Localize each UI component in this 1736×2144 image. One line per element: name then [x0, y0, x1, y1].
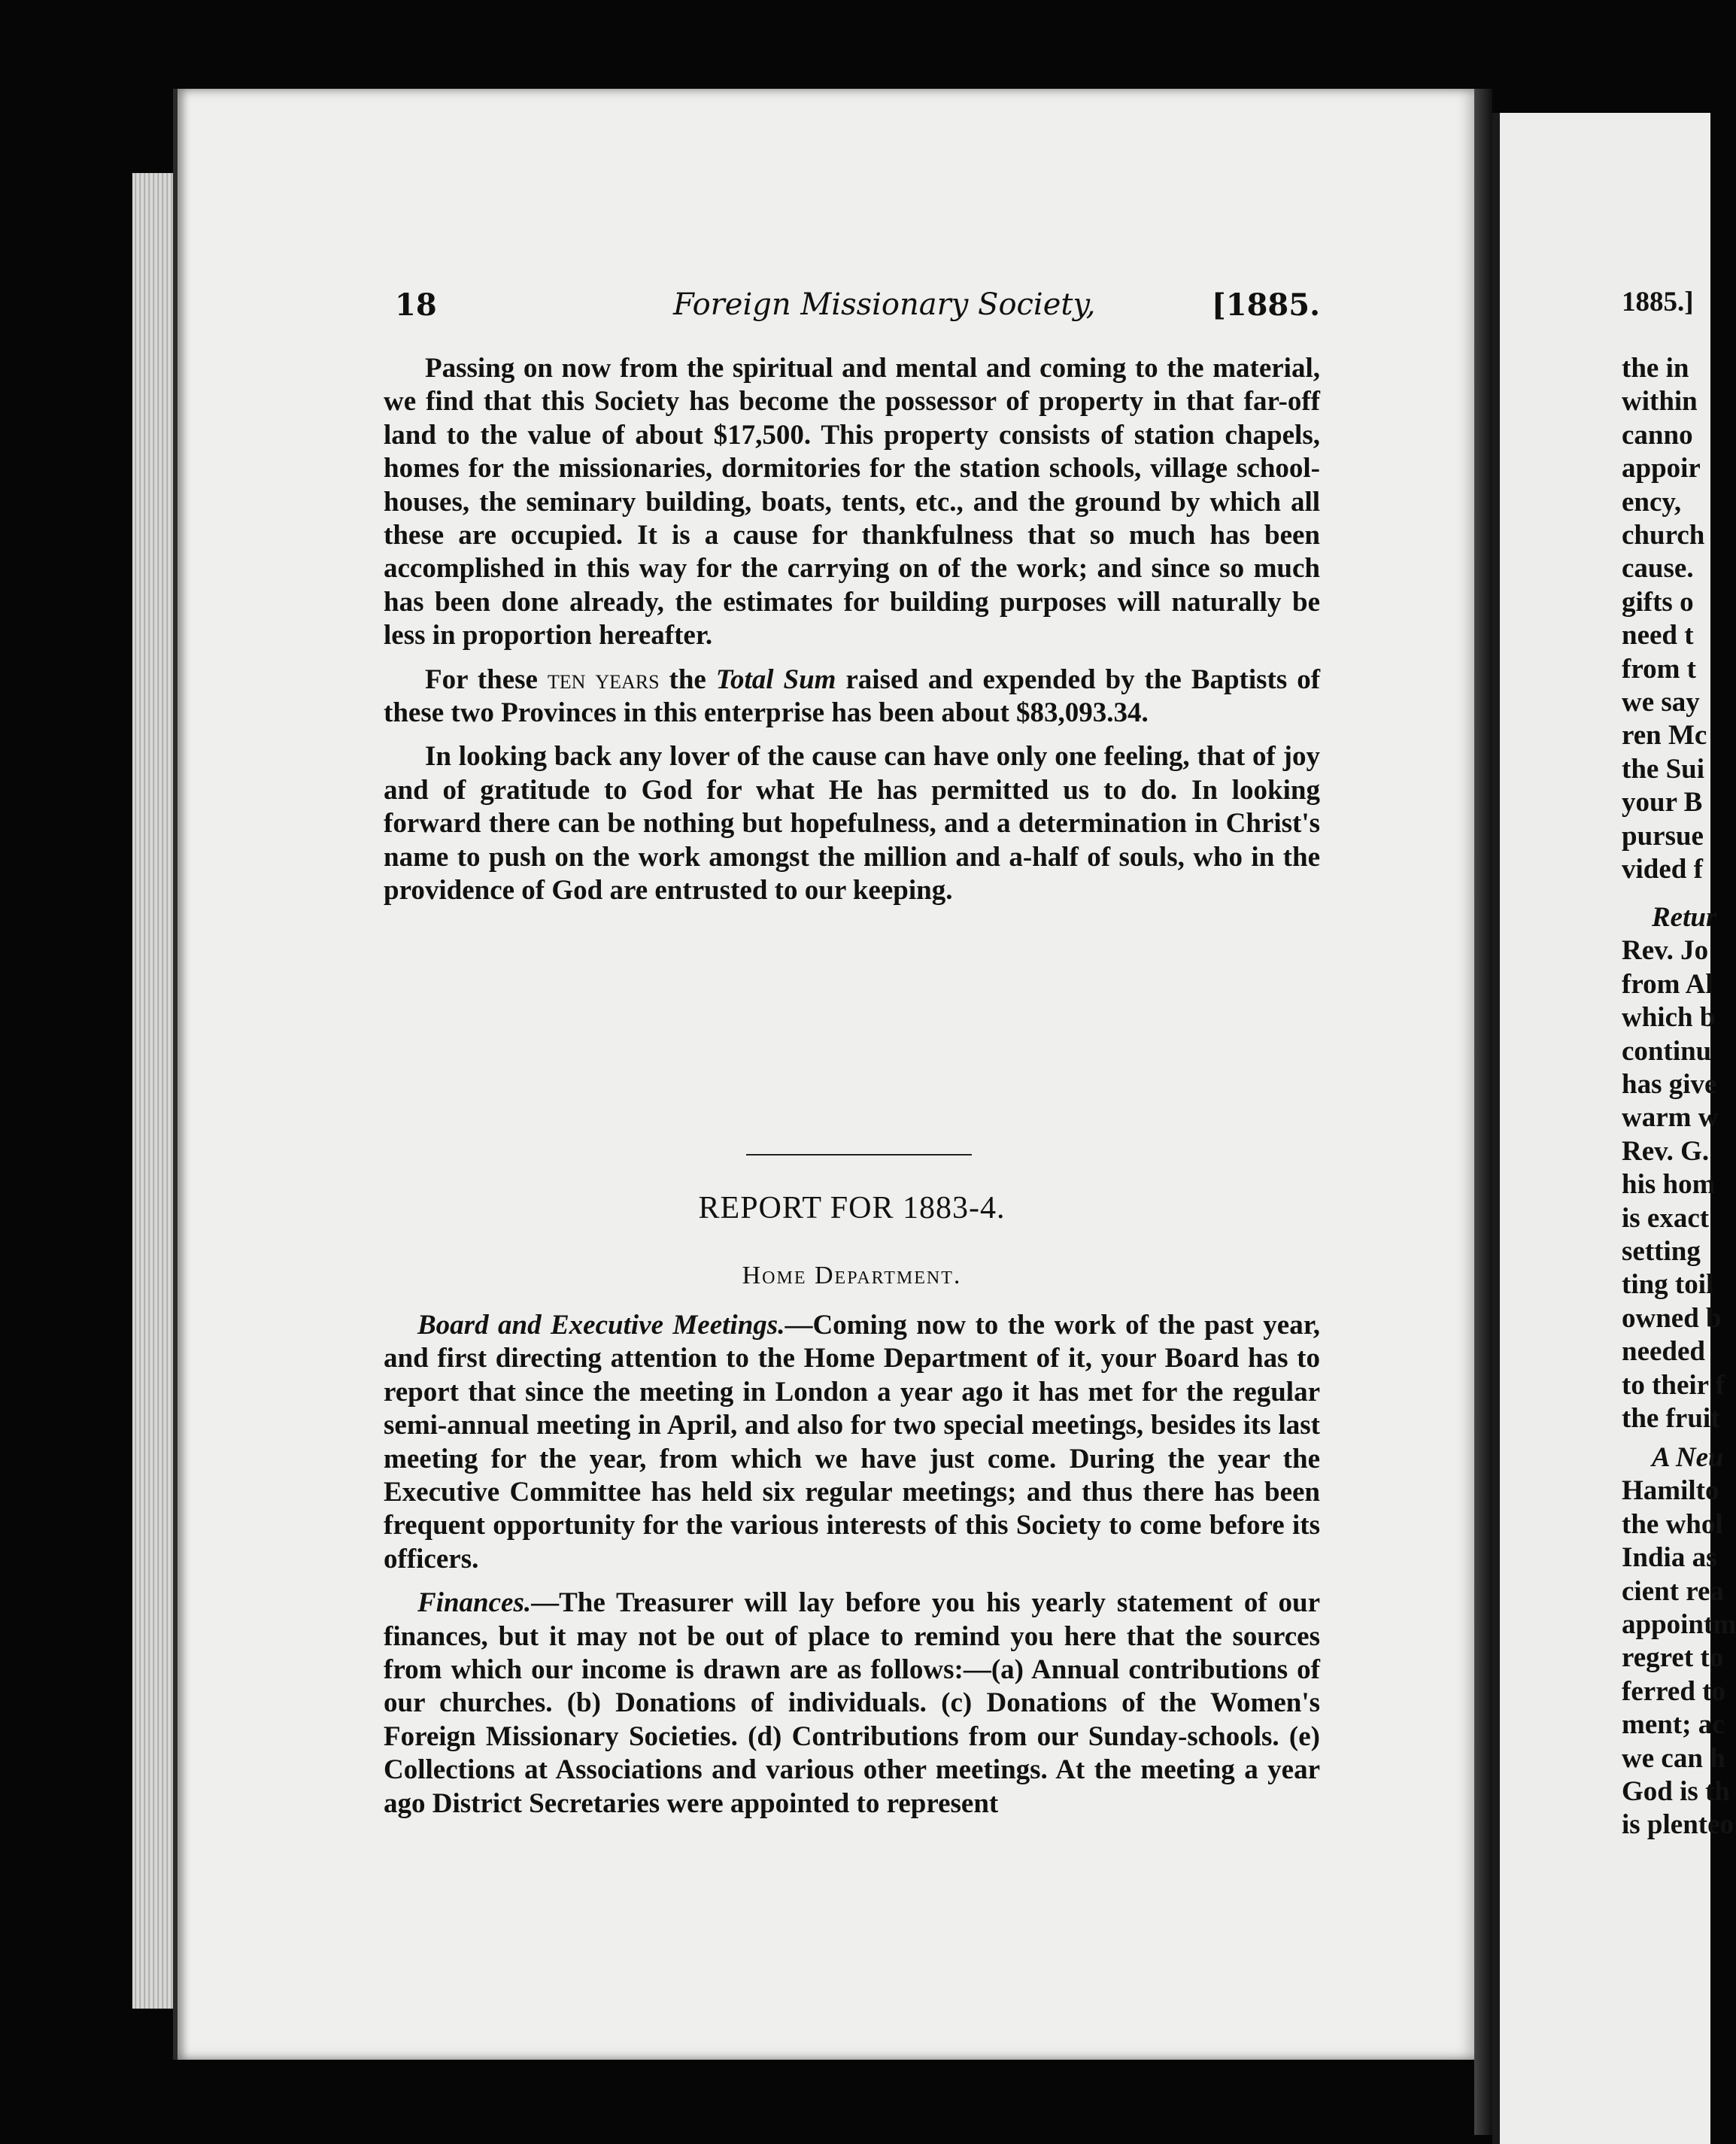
right-page-line: has give [1622, 1069, 1717, 1101]
right-page-line: which b [1622, 1002, 1716, 1034]
body-text-lower [384, 1309, 1320, 1831]
small-caps-text: ten years [547, 664, 660, 695]
page-edge [132, 173, 173, 2009]
right-page-line: vided f [1622, 854, 1703, 885]
paragraph-finances: Finances.—The Treasurer will lay before you his yearly statement of our finances, but it may not be out of place to remind you here that the sources from which our income is drawn are as follows:—(a) Annual contributions of our churches. (b) Donations of individuals. (c) Donations of the Women's Foreign Missionary Societies. (d) Contributions from our Sunday-schools. (e) Collections at Associations and various other meetings. At the meeting a year ago District Secretaries were appointed to represent [384, 1587, 1320, 1819]
right-lines-mid [1622, 901, 1725, 1436]
right-page-line: ren Mc [1622, 720, 1707, 752]
right-page-line: ferred to [1622, 1675, 1725, 1707]
right-page-line: A Neu [1652, 1442, 1724, 1473]
body-text-upper [384, 352, 1320, 908]
right-page-line: gifts o [1622, 586, 1694, 618]
italic-heading: Board and Executive Meetings. [417, 1310, 785, 1341]
right-page-line: the whol [1622, 1508, 1723, 1540]
right-page-line: ency, [1622, 486, 1682, 518]
right-page-line: ting toil [1622, 1269, 1714, 1301]
right-page-line: regret to [1622, 1642, 1724, 1674]
right-page-line: appoir [1622, 453, 1701, 484]
paragraph-board-meetings: Board and Executive Meetings.—Coming now to the work of the past year, and first directing attention to the Home Department of it, your Board has to report that since the meeting in London a year ago it has met for the regular semi-annual meeting in April, and also for two special meetings, besides its last meeting for the year, from which we have just come. During the year the Executive Committee has held six regular meetings; and thus there has been frequent opportunity for the various interests of this Society to come before its officers. [384, 1310, 1320, 1575]
running-title: Foreign Missionary Society, [673, 287, 1096, 322]
report-title: REPORT FOR 1883-4. [698, 1191, 1006, 1225]
right-lines-bottom [1622, 1441, 1736, 1842]
paragraph-total-sum: For these ten years the Total Sum raised and expended by the Baptists of these two Provinces in this enterprise has been about $83,093.34. [384, 664, 1321, 729]
right-page-line: the Sui [1622, 753, 1705, 785]
right-page-line: appointm [1622, 1609, 1736, 1641]
right-page-line: need t [1622, 620, 1694, 651]
right-page-line: Rev. G. [1622, 1135, 1710, 1167]
right-page-line: we can h [1622, 1742, 1725, 1774]
page-header [395, 287, 1320, 333]
paragraph-looking-back: In looking back any lover of the cause can have only one feeling, that of joy and of gratitude to God for what He has permitted us to do. In looking forward there can be nothing but hopefulness, and a determination in Christ's name to push on the work amongst the million and a-half of souls, who in the providence of God are entrusted to our keeping. [384, 741, 1320, 906]
italic-heading: Finances. [417, 1587, 532, 1619]
right-page-line: continu [1622, 1035, 1712, 1067]
right-page-line: is exact [1622, 1202, 1710, 1234]
section-divider [746, 1154, 972, 1156]
right-page-line: cause. [1622, 553, 1694, 585]
department-title: Home Department. [742, 1262, 962, 1289]
right-page-line: from t [1622, 653, 1696, 685]
right-page-header: 1885.] [1622, 287, 1694, 317]
right-page-line: setting [1622, 1236, 1701, 1268]
right-page-line: we say [1622, 687, 1700, 718]
right-page-line: Retur [1652, 902, 1717, 933]
right-page-line: ment; ac [1622, 1709, 1725, 1741]
right-page-line: his hom [1622, 1169, 1716, 1201]
right-page-line: Hamilto [1622, 1475, 1719, 1507]
right-page-line: needed [1622, 1336, 1705, 1368]
right-page-line: is plenteo [1622, 1809, 1734, 1841]
right-page-line: Rev. Jo [1622, 935, 1709, 967]
italic-text: Total Sum [715, 664, 836, 695]
right-page-line: the fruit [1622, 1403, 1720, 1435]
year-mark: [1885. [1211, 287, 1320, 323]
right-page-line: cient rea [1622, 1575, 1724, 1607]
book-gutter [1474, 89, 1492, 2135]
right-page-line: God is th [1622, 1776, 1730, 1808]
paragraph-property: Passing on now from the spiritual and mental and coming to the material, we find that this Society has become the possessor of property in that far-off land to the value of about $17,500. This property consists of station chapels, homes for the missionaries, dormitories for the station schools, village school-houses, the seminary building, boats, tents, etc., and the ground by which all these are occupied. It is a cause for thankfulness that so much has been accomplished in this way for the carrying on of the work; and since so much has been done already, the estimates for building purposes will naturally be less in proportion hereafter. [384, 353, 1320, 651]
right-page-line: warm w [1622, 1102, 1719, 1134]
right-page-line: within [1622, 386, 1698, 418]
right-page-line: the in [1622, 353, 1689, 384]
right-lines-top [1622, 352, 1707, 887]
right-page-line: canno [1622, 419, 1693, 451]
right-page-line: to their f [1622, 1369, 1725, 1401]
right-page-line: church [1622, 520, 1705, 551]
right-page-line: your B [1622, 787, 1703, 818]
right-page-text [1622, 286, 1736, 2016]
page-number: 18 [395, 287, 437, 323]
right-page-line: pursue [1622, 820, 1704, 852]
right-page-line: India as [1622, 1542, 1717, 1574]
right-page-line: owned b [1622, 1302, 1722, 1334]
right-page-line: from Al [1622, 968, 1713, 1000]
